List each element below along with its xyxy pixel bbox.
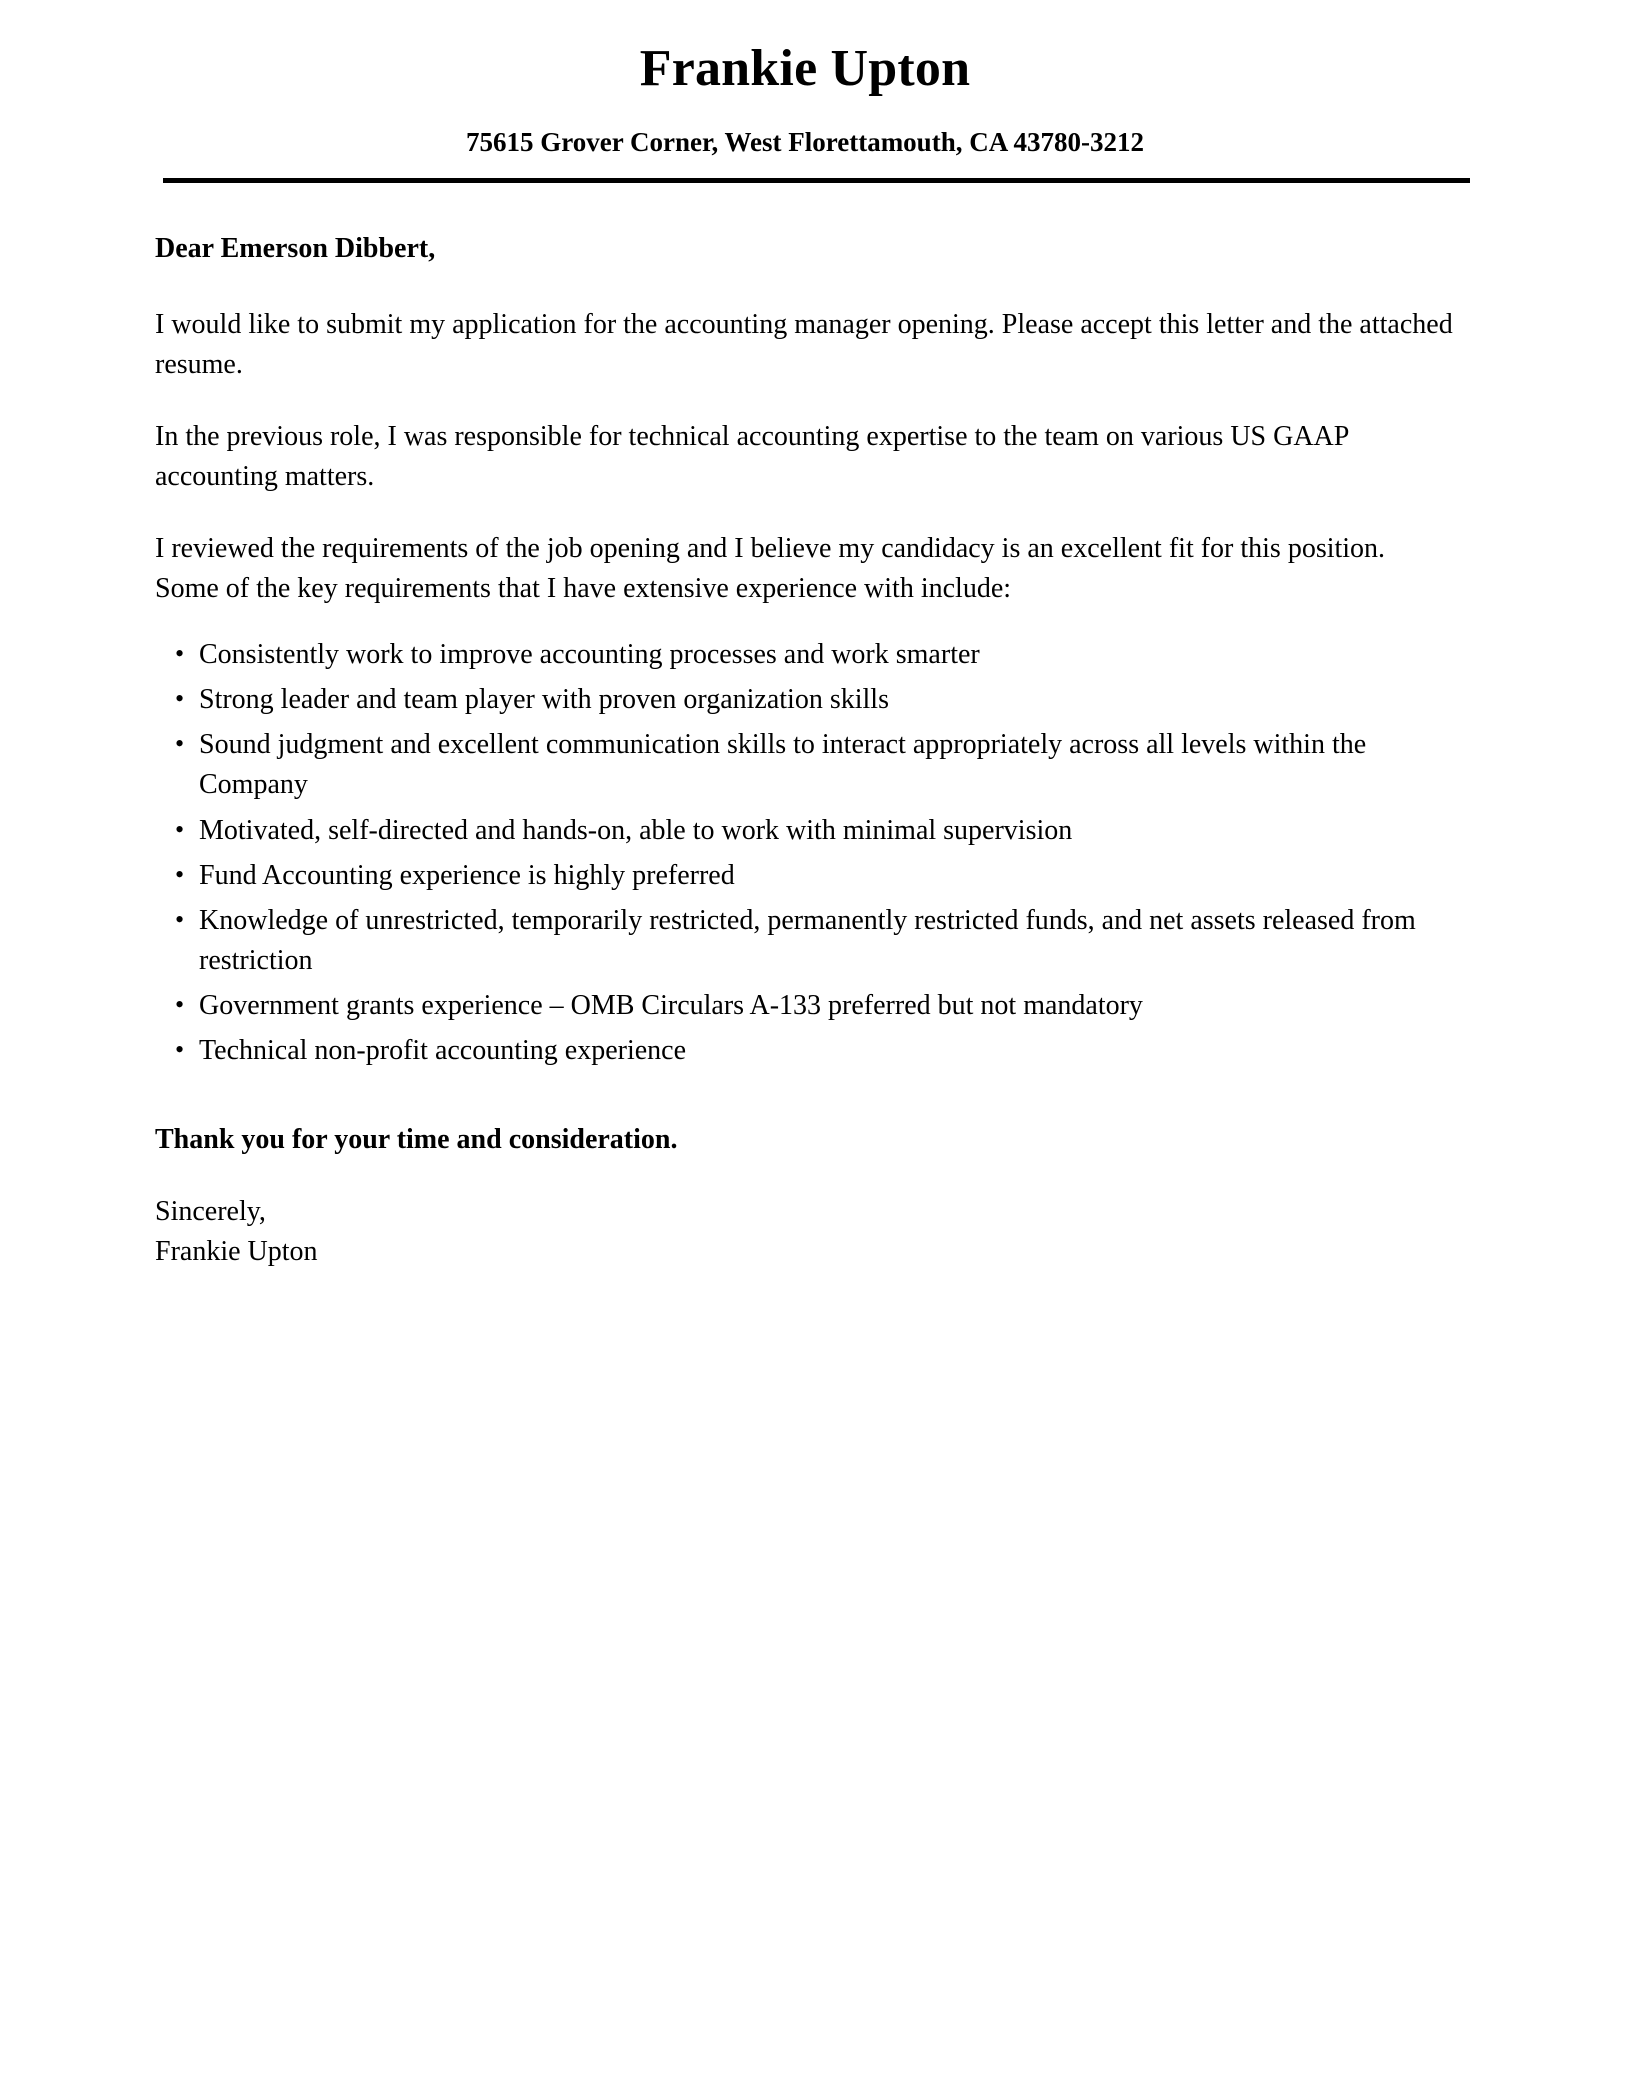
list-item: • Motivated, self-directed and hands-on, able to work with minimal supervision [155,811,1455,851]
letter-body [155,183,1455,1272]
list-item: • Sound judgment and excellent communication skills to interact appropriately across all levels within the Company [155,725,1455,805]
applicant-name-heading: Frankie Upton [639,40,971,97]
paragraph-intro: I would like to submit my application for the accounting manager opening. Please accept this letter and the attached resume. [155,309,1453,381]
list-item: • Fund Accounting experience is highly preferred [155,856,1455,896]
letterhead [155,0,1455,183]
list-item: • Consistently work to improve accounting processes and work smarter [155,635,1455,675]
paragraph-experience: In the previous role, I was responsible for technical accounting expertise to the team on various US GAAP accounting matters. [155,421,1349,493]
list-item: • Technical non-profit accounting experience [155,1031,1455,1071]
cover-letter [155,0,1455,1272]
list-item: • Knowledge of unrestricted, temporarily restricted, permanently restricted funds, and net assets released from restriction [155,901,1455,981]
paragraph-requirements-intro: I reviewed the requirements of the job opening and I believe my candidacy is an excellent fit for this position. Some of the key requirements that I have extensive experience with include: [155,533,1386,605]
closing-salutation: Sincerely, [155,1196,266,1228]
applicant-address: 75615 Grover Corner, West Florettamouth, CA 43780-3212 [466,127,1144,158]
requirements-list [155,609,1455,1070]
list-item: • Government grants experience – OMB Circulars A-133 preferred but not mandatory [155,986,1455,1026]
list-item: • Strong leader and team player with proven organization skills [155,680,1455,720]
salutation: Dear Emerson Dibbert, [155,233,436,265]
signature-name: Frankie Upton [155,1236,318,1268]
thank-you-line: Thank you for your time and consideration. [155,1123,678,1155]
signoff-block [155,1159,1455,1272]
